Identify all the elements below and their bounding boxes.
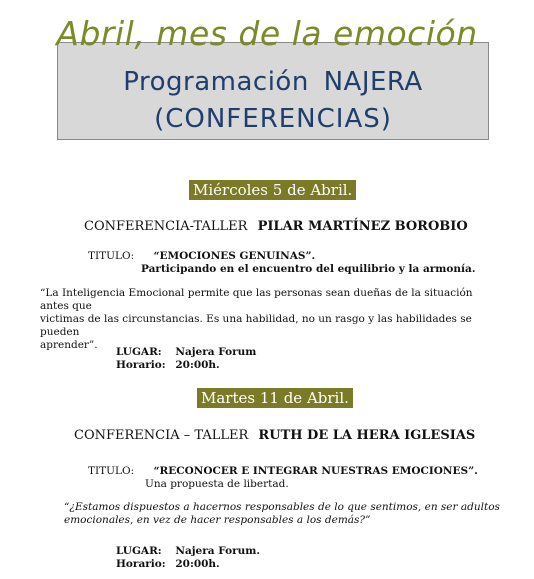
event-2-speaker: RUTH DE LA HERA IGLESIAS — [258, 428, 476, 443]
event-2-title-row — [88, 465, 478, 477]
event-2-quote-line: “¿Estamos dispuestos a hacernos responsables de lo que sentimos, en ser adultos — [64, 501, 500, 513]
event-1-title-label: TITULO: — [88, 250, 135, 262]
event-2-title-label: TITULO: — [88, 465, 135, 477]
event-1-quote-line: “La Inteligencia Emocional permite que las personas sean dueñas de la situación antes que — [40, 287, 473, 312]
conferencias-title: (CONFERENCIAS) — [154, 104, 392, 134]
event-1-quote-line: aprender”. — [40, 339, 98, 351]
event-2-title: “RECONOCER E INTEGRAR NUESTRAS EMOCIONES”. — [153, 465, 478, 477]
event-2-lugar: Najera Forum. — [175, 545, 261, 557]
event-2-subtitle: Una propuesta de libertad. — [145, 478, 289, 490]
event-1-lugar-row — [116, 346, 256, 358]
event-1-subtitle: Participando en el encuentro del equilibrio y la armonía. — [141, 263, 476, 275]
event-1-speaker: PILAR MARTÍNEZ BOROBIO — [257, 219, 468, 234]
event-2-horario: 20:00h. — [175, 558, 220, 570]
event-1-title: “EMOCIONES GENUINAS”. — [153, 250, 316, 262]
event-1-date: Miércoles 5 de Abril. — [189, 180, 356, 200]
event-2-type: CONFERENCIA – TALLER — [74, 428, 249, 443]
event-1-horario: 20:00h. — [175, 359, 220, 371]
event-2-lugar-label: LUGAR: — [116, 545, 162, 557]
event-1-quote — [40, 287, 490, 352]
event-1-title-row — [88, 250, 315, 262]
programacion-title: Programación NAJERA — [123, 67, 423, 97]
event-2-heading — [74, 428, 475, 443]
event-1-type: CONFERENCIA-TALLER — [84, 219, 248, 234]
event-1-lugar: Najera Forum — [175, 346, 257, 358]
event-1-horario-label: Horario: — [116, 359, 166, 371]
event-2-date: Martes 11 de Abril. — [197, 388, 353, 408]
event-2-quote-line: emocionales, en vez de hacer responsables a los demás?” — [64, 514, 371, 526]
event-2-lugar-row — [116, 545, 260, 557]
event-1-heading — [84, 219, 468, 234]
event-2-quote — [64, 501, 514, 527]
event-1-lugar-label: LUGAR: — [116, 346, 162, 358]
event-1-quote-line: victimas de las circunstancias. Es una habilidad, no un rasgo y las habilidades se pueden — [40, 313, 472, 338]
headline: Abril, mes de la emoción — [56, 14, 478, 53]
event-2-horario-label: Horario: — [116, 558, 166, 570]
event-2-horario-row — [116, 558, 220, 570]
event-1-horario-row — [116, 359, 220, 371]
